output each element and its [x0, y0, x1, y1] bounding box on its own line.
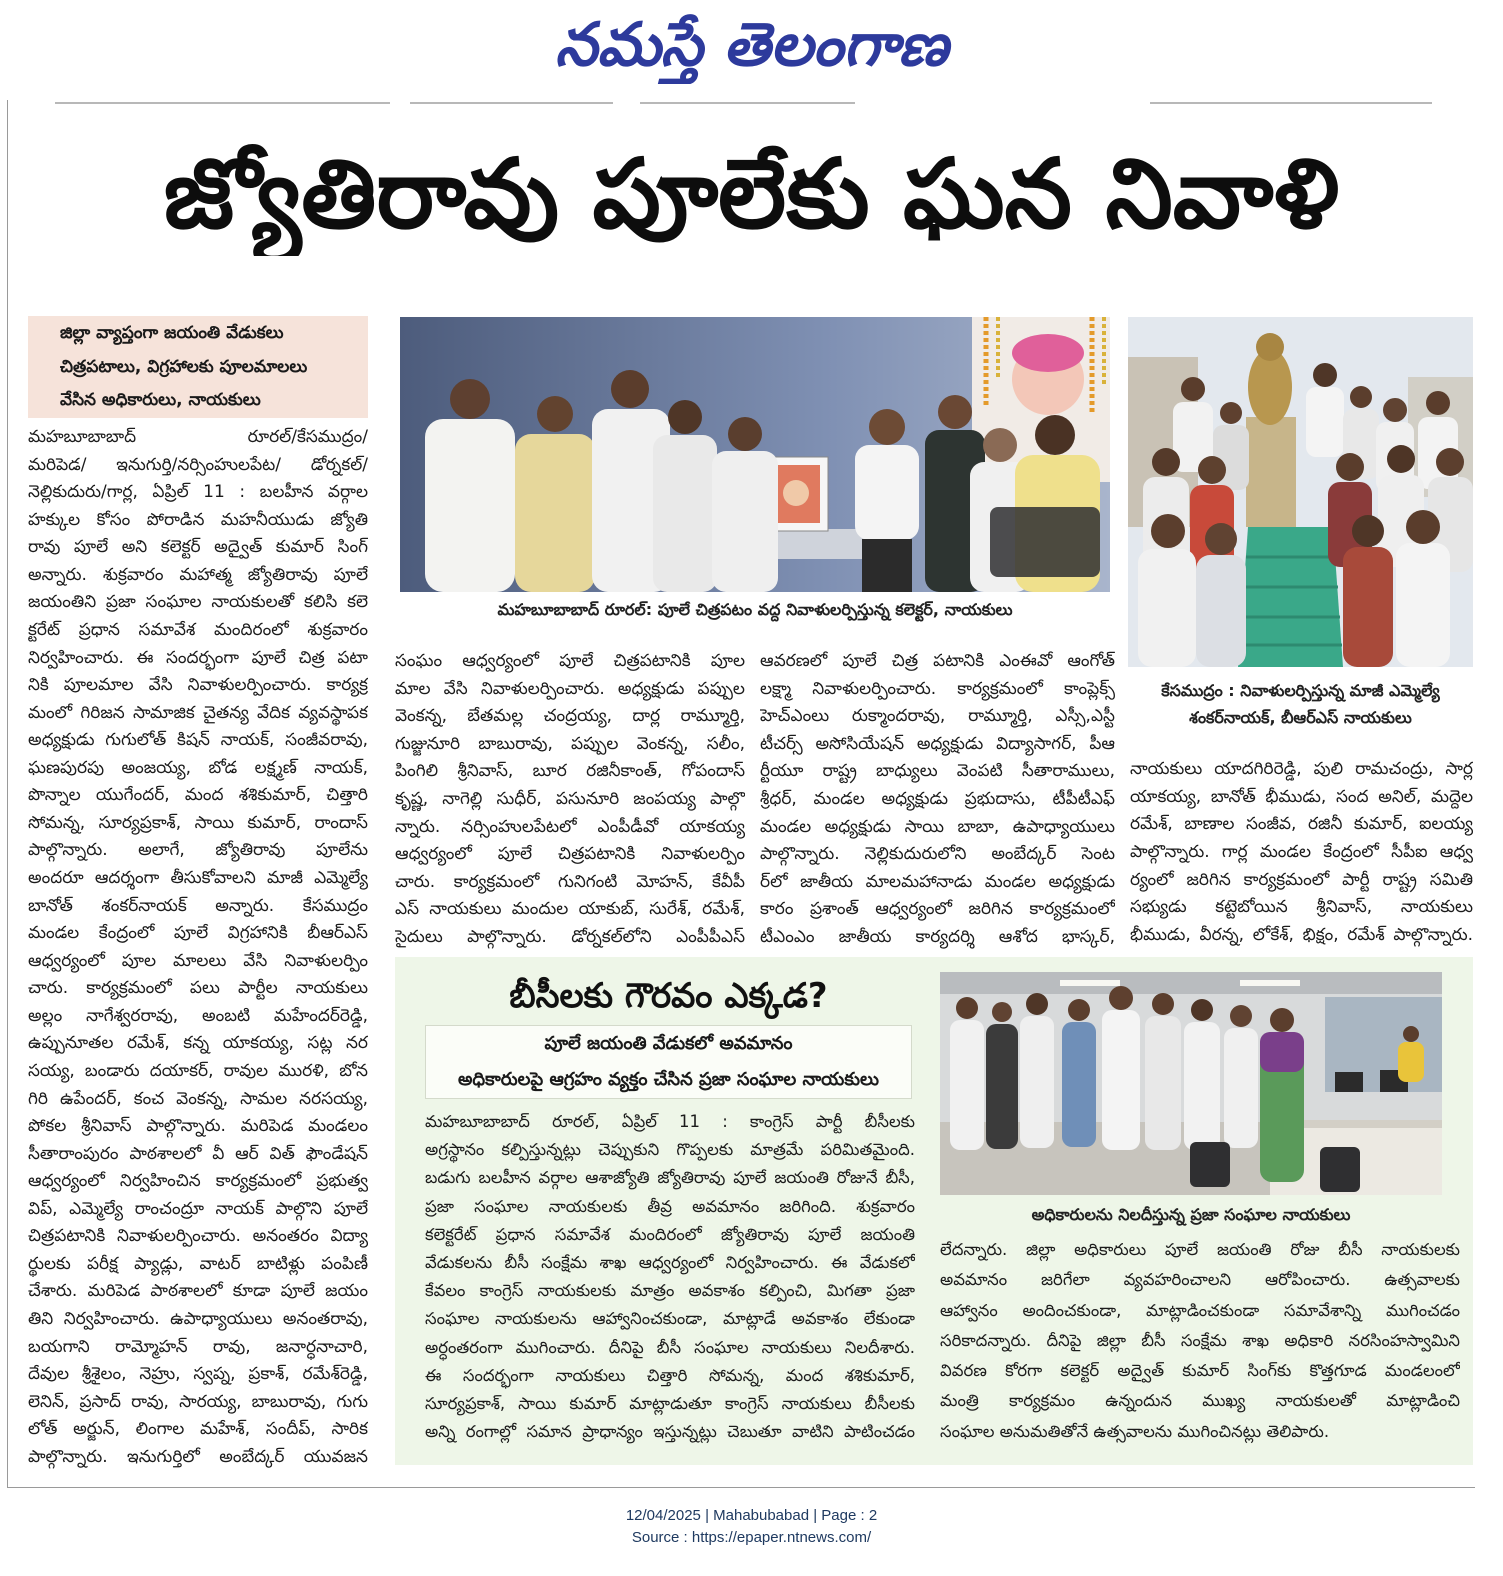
text-line: మహబూబాబాద్ రూరల్, ఏప్రిల్ 11 : కాంగ్రెస్ పార్టీ బీసీలకు [425, 1112, 915, 1131]
text-line: లక్ష్మా నివాళులర్పించారు. కార్యక్రమంలో కాంప్లెక్స్ [760, 678, 1115, 699]
text-line: జయంతిని ప్రజా సంఘాల నాయకులతో కలిసి కలె [28, 592, 368, 613]
text-line: పింగిలి శ్రీనివాస్, బూర రజినీకాంత్, గోపందాస్ [395, 761, 745, 782]
text-line: పోకల శ్రీనివాస్ పాల్గొన్నారు. మరిపెడ మండలం [28, 1116, 368, 1137]
office-chair [1190, 1142, 1230, 1187]
text-line: వివరణ కోరగా కలెక్టర్ అద్వైత్ కుమార్ సింగ్‌కు కొత్తగూడ మండలంలో [940, 1361, 1460, 1381]
text-line: మంలో గిరిజన సామాజిక చైతన్య వేదిక వ్యవస్థాపక [28, 702, 368, 723]
newspaper-masthead: నమస్తే తెలంగాణ [554, 10, 949, 80]
text-line: పాల్గొన్నారు. నెల్లికుదురులోని అంబేద్కర్ సెంట [760, 844, 1115, 865]
text-line: కృష్ణ, నాగెల్లి సుధీర్, పసునూరి జంపయ్య పాల్గొ [395, 788, 745, 809]
text-line: లెనిన్, ప్రసాద్ రావు, సారయ్య, బాబురావు, గుగు [28, 1391, 368, 1412]
text-line: ఈ సందర్భంగా నాయకులు చిత్తారి సోమన్న, మంద శశికుమార్, [425, 1365, 915, 1385]
text-line: మాల వేసి నివాళులర్పించారు. అధ్యక్షుడు పప్పుల [395, 678, 745, 699]
text-line: అన్నారు. శుక్రవారం మహాత్మ జ్యోతిరావు పూలే [28, 564, 368, 585]
text-line: సయ్య, బండారు దయాకర్, రావుల మురళి, బోన [28, 1060, 368, 1081]
text-line: హక్కుల కోసం పోరాడిన మహనీయుడు జ్యోతి [28, 509, 368, 530]
text-line: సంఘాల నాయకులను ఆహ్వానించకుండా, మాట్లాడే అవకాశం లేకుండా [425, 1309, 915, 1329]
article-column-1 [28, 424, 368, 1471]
text-line: చారు. కార్యక్రమంలో పలు పార్టీల నాయకులు [28, 978, 368, 999]
text-line: అధ్యక్షుడు గుగులోత్ కిషన్ నాయక్, సంజీవరావు, [28, 730, 368, 751]
photo-leaders-questioning-officials-image [940, 972, 1442, 1195]
text-line: నెల్లికుదురు/గార్ల, ఏప్రిల్ 11 : బలహీన వర్గాల [28, 482, 368, 503]
photo-kesamudram-statue-image [1128, 317, 1473, 667]
text-line: అర్ధంతరంగా ముగించారు. దీనిపై బీసీ సంఘాల నాయకులు నిలదీశారు. [425, 1337, 915, 1357]
main-headline: జ్యోతిరావు పూలేకు ఘన నివాళి [163, 138, 1340, 250]
text-line: నాయకులు యాదగిరిరెడ్డి, పులి రామచంద్రు, సార్ల [1130, 759, 1473, 779]
text-line: అగ్రస్థానం కల్పిస్తున్నట్లు చెప్పుకుని గొప్పలకు మాత్రమే పరిమితమైంది. [425, 1140, 915, 1160]
text-line: బడుగు బలహీన వర్గాల ఆశాజ్యోతి జ్యోతిరావు పూలే జయంతి రోజునే బీసీ, [425, 1168, 915, 1188]
top-rule [55, 102, 390, 104]
sidebar-story-title: బీసీలకు గౌరవం ఎక్కడ? [509, 976, 828, 1016]
sidebar-photo-caption: అధికారులను నిలదీస్తున్న ప్రజా సంఘాల నాయకులు [1031, 1205, 1351, 1224]
top-rule [1150, 102, 1432, 104]
text-line: మండల అధ్యక్షుడు సాయి బాబా, ఉపాధ్యాయులు [760, 816, 1115, 837]
main-photo-caption: మహబూబాబాద్ రూరల్: పూలే చిత్రపటం వద్ద నివాళులర్పిస్తున్న కలెక్టర్, నాయకులు [497, 600, 1013, 619]
text-line: సరికాదన్నారు. దీనిపై జిల్లా బీసీ సంక్షేమ శాఖ అధికారి నరసింహస్వామిని [940, 1330, 1460, 1350]
text-line: ఆధ్వర్యంలో పూలే చిత్రపటానికి నివాళులర్పిం [395, 844, 745, 865]
text-line: పాల్గొన్నారు. గార్ల మండల కేంద్రంలో సీపీఐ ఆధ్వ [1130, 841, 1473, 862]
text-line: గుజ్జునూరి బాబురావు, పప్పుల వెంకన్న, సలీం, [395, 733, 745, 754]
text-line: సంఘం ఆధ్వర్యంలో పూలే చిత్రపటానికి పూల [395, 651, 745, 671]
photo-collector-tribute-image [400, 317, 1110, 592]
office-chair [990, 507, 1100, 577]
sidebar-subhead: అధికారులపై ఆగ్రహం వ్యక్తం చేసిన ప్రజా సంఘాల నాయకులు [458, 1069, 879, 1090]
highlight-item: చిత్రపటాలు, విగ్రహాలకు పూలమాలలు [60, 352, 362, 382]
text-line: శ్రీధర్, మండల అధ్యక్షుడు ప్రభుదాసు, టీపీటీఎఫ్ [760, 788, 1115, 809]
text-line: అన్ని రంగాల్లో సమాన ప్రాధాన్యం ఇస్తున్నట్లు చెబుతూ వాటిని పాటించడం [425, 1422, 915, 1442]
text-line: వేడుకలను బీసీ సంక్షేమ శాఖ ఆధ్వర్యంలో నిర్వహించారు. ఈ వేడుకలో [425, 1252, 915, 1272]
text-line: వెంకన్న, బేతమల్ల చంద్రయ్య, దార్ల రామ్మూర్తి, [395, 706, 745, 727]
person-figure [1260, 1008, 1304, 1182]
top-rule [410, 102, 613, 104]
text-line: తిని నిర్వహించారు. ఉపాధ్యాయులు అనంతరావు, [28, 1309, 368, 1329]
text-line: బానోత్ శంకర్‌నాయక్ అన్నారు. కేసముద్రం [28, 895, 368, 916]
text-line: ర్యంలో జరిగిన కార్యక్రమంలో పార్టీ రాష్ట్ర సమితి [1130, 869, 1473, 890]
text-line: సంఘాల అనుమతితోనే ఉత్సవాలను ముగించినట్లు తెలిపారు. [940, 1421, 1330, 1441]
text-line: క్టరేట్ ప్రధాన సమావేశ మందిరంలో శుక్రవారం [28, 619, 368, 640]
text-line: రావు పూలే అని కలెక్టర్ అద్వైత్ కుమార్ సింగ్ [28, 537, 368, 558]
text-line: కారం ప్రశాంత్ ఆధ్వర్యంలో జరిగిన కార్యక్రమంలో [760, 899, 1115, 920]
text-line: చేశారు. మరిపెడ పాఠశాలలో కూడా పూలే జయం [28, 1281, 368, 1302]
text-line: అవమానం జరిగేలా వ్యవహరించాలని ఆరోపించారు. ఉత్సవాలకు [940, 1270, 1460, 1290]
text-line: లోత్ అర్జున్, లింగాల మహేశ్, సందీప్, సారిక [28, 1419, 368, 1440]
footer-date-edition-page: 12/04/2025 | Mahabubabad | Page : 2 [625, 1507, 878, 1524]
text-line: సీతారాంపురం పాఠశాలలో వీ ఆర్ విత్ ఫౌండేషన్ [28, 1143, 368, 1164]
text-line: ఆహ్వానం అందించకుండా, మాట్లాడించకుండా సమావేశాన్ని ముగించడం [940, 1300, 1460, 1320]
text-line: నిర్వహించారు. ఈ సందర్భంగా పూలే చిత్ర పటా [28, 647, 368, 668]
text-line: సోమన్న, సూర్యప్రకాశ్, సాయి కుమార్, రాందాస్ [28, 812, 368, 833]
text-line: కేవలం కాంగ్రెస్ నాయకులకు మాత్రం అవకాశం కల్పించి, మిగతా ప్రజా [425, 1281, 915, 1301]
sidebar-subheads [425, 1025, 912, 1099]
highlight-item: జిల్లా వ్యాప్తంగా జయంతి వేడుకలు [60, 318, 362, 348]
text-line: చారు. కార్యక్రమంలో గునిగంటి మోహన్, కేవీపీ [395, 871, 745, 892]
footer-source: Source : https://epaper.ntnews.com/ [631, 1529, 872, 1546]
text-line: అందరూ ఆదర్శంగా తీసుకోవాలని మాజీ ఎమ్మెల్యే [28, 868, 368, 888]
text-line: గిరి ఉపేందర్, కంచ వెంకన్న, సామల నరసయ్య, [28, 1088, 368, 1109]
text-line: యాకయ్య, బానోత్ భీముడు, సంద అనిల్, మద్దెల [1130, 786, 1473, 807]
text-line: టీఎంఎం జాతీయ కార్యదర్శి ఆశోద భాస్కర్, [760, 926, 1115, 947]
article-column-4 [1130, 756, 1473, 950]
top-rule [640, 102, 855, 104]
text-line: పొన్నాల యుగేందర్, మంద శశికుమార్, చిత్తారి [28, 785, 368, 806]
text-line: మండల కేంద్రంలో పూలే విగ్రహానికి బీఆర్ఎస్ [28, 923, 368, 944]
page-border-left [7, 100, 8, 1487]
text-line: సభ్యుడు కట్టెబోయిన శ్రీనివాస్, నాయకులు [1130, 897, 1473, 918]
kesamudram-caption-line: కేసముద్రం : నివాళులర్పిస్తున్న మాజీ ఎమ్మెల్యే [1161, 681, 1440, 700]
text-line: ఆధ్వర్యంలో పూల మాలలు వేసి నివాళులర్పిం [28, 950, 368, 971]
text-line: మరిపెడ/ ఇనుగుర్తి/నర్సింహులపేట/ డోర్నకల్/ [28, 454, 368, 475]
text-line: నికి పూలమాల వేసి నివాళులర్పించారు. కార్యక్ర [28, 675, 368, 696]
text-line: లేదన్నారు. జిల్లా అధికారులు పూలే జయంతి రోజు బీసీ నాయకులకు [940, 1240, 1460, 1259]
page-border-bottom [7, 1487, 1475, 1488]
text-line: చిత్రపటానికి నివాళులర్పించారు. అనంతరం విద్యా [28, 1226, 368, 1247]
text-line: ఆధ్వర్యంలో నిర్వహించిన కార్యక్రమంలో ప్రభుత్వ [28, 1171, 368, 1192]
text-line: కలెక్టరేట్ ప్రధాన సమావేశ మందిరంలో జ్యోతిరావు పూలే జయంతి [425, 1224, 915, 1244]
text-line: రమేశ్, బాణాల సంజీవ, రజినీ కుమార్, ఐలయ్య [1130, 814, 1473, 835]
computer-monitor [1335, 1072, 1363, 1092]
article-column-3 [760, 648, 1115, 952]
text-line: ప్రజా సంఘాల నాయకులకు తీవ్ర అవమానం జరిగింది. శుక్రవారం [425, 1196, 915, 1216]
green-steps [1238, 527, 1343, 667]
text-line: బయగాని రామ్మోహన్ రావు, జనార్ధనాచారి, [28, 1336, 368, 1357]
text-line: హెచ్‌ఎంలు రుక్మాందరావు, రామ్మూర్తి, ఎస్సీ,ఎస్టీ [760, 706, 1115, 727]
text-line: ఆవరణలో పూలే చిత్ర పటానికి ఎంఈవో ఆంగోత్ [760, 651, 1115, 671]
article-column-2 [395, 648, 745, 952]
text-line: ఘణపురపు అంజయ్య, బోడ లక్ష్మణ్ నాయక్, [28, 757, 368, 778]
text-line: భీముడు, వీరన్న, లోకేశ్, భిక్షం, రమేశ్ పాల్గొన్నారు. [1130, 924, 1473, 945]
photo-kesamudram-statue [1128, 317, 1473, 667]
text-line: ఎస్ నాయకులు మందుల యాకుబ్, సురేశ్, రమేశ్, [395, 899, 745, 920]
text-line: అల్లం నాగేశ్వరరావు, అంబటి మహేందర్‌రెడ్డి, [28, 1005, 368, 1026]
text-line: ర్థులకు పరీక్ష ప్యాడ్లు, వాటర్ బాటిళ్లు పంపిణీ [28, 1253, 368, 1274]
text-line: విప్, ఎమ్మెల్యే రాంచంద్రూ నాయక్ పాల్గొని పూలే [28, 1198, 368, 1219]
text-line: ర్‌లో జాతీయ మాలమహానాడు మండల అధ్యక్షుడు [760, 871, 1115, 892]
photo-collector-tribute [400, 317, 1110, 592]
office-chair [1320, 1147, 1360, 1192]
text-line: ర్టీయూ రాష్ట్ర బాధ్యులు వెంపటి సీతారాములు, [760, 761, 1115, 782]
text-line: ఉప్పునూతల రమేశ్, కన్న యాకయ్య, సట్ల నర [28, 1033, 368, 1054]
text-line: మహబూబాబాద్ రూరల్/కేసముద్రం/ [28, 427, 368, 447]
text-line: న్నారు. నర్సింహులపేటలో ఎంపీడీవో యాకయ్య [395, 816, 745, 837]
text-line: దేవుల శ్రీశైలం, నెహ్రు, స్వప్న, ప్రకాశ్, రమేశ్‌రెడ్డి, [28, 1364, 368, 1385]
sidebar-subhead: పూలే జయంతి వేడుకలో అవమానం [544, 1033, 793, 1054]
highlights-box [28, 316, 368, 418]
sidebar-text-left [425, 1108, 915, 1446]
text-line: పాల్గొన్నారు. ఇనుగుర్తిలో అంబేద్కర్ యువజన [28, 1446, 368, 1467]
kesamudram-caption-line: శంకర్‌నాయక్, బీఆర్ఎస్ నాయకులు [1189, 708, 1412, 727]
text-line: సూర్యప్రకాశ్, సాయి కుమార్ మాట్లాడుతూ కాంగ్రెస్ నాయకులు బీసీలకు [425, 1393, 915, 1413]
photo-leaders-questioning-officials [940, 972, 1442, 1195]
text-line: పాల్గొన్నారు. అలాగే, జ్యోతిరావు పూలేను [28, 840, 368, 861]
sidebar-text-right [940, 1235, 1460, 1447]
text-line: సైదులు పాల్గొన్నారు. డోర్నకల్‌లోని ఎంపీపీఎస్ [395, 926, 745, 947]
text-line: మంత్రి కార్యక్రమం ఉన్నందున ముఖ్య నాయకులతో మాట్లాడించి [940, 1391, 1460, 1411]
highlight-item-continued: వేసిన అధికారులు, నాయకులు [60, 390, 261, 410]
text-line: టీచర్స్ అసోసియేషన్ అధ్యక్షుడు విద్యాసాగర్, పీఆ [760, 733, 1115, 754]
